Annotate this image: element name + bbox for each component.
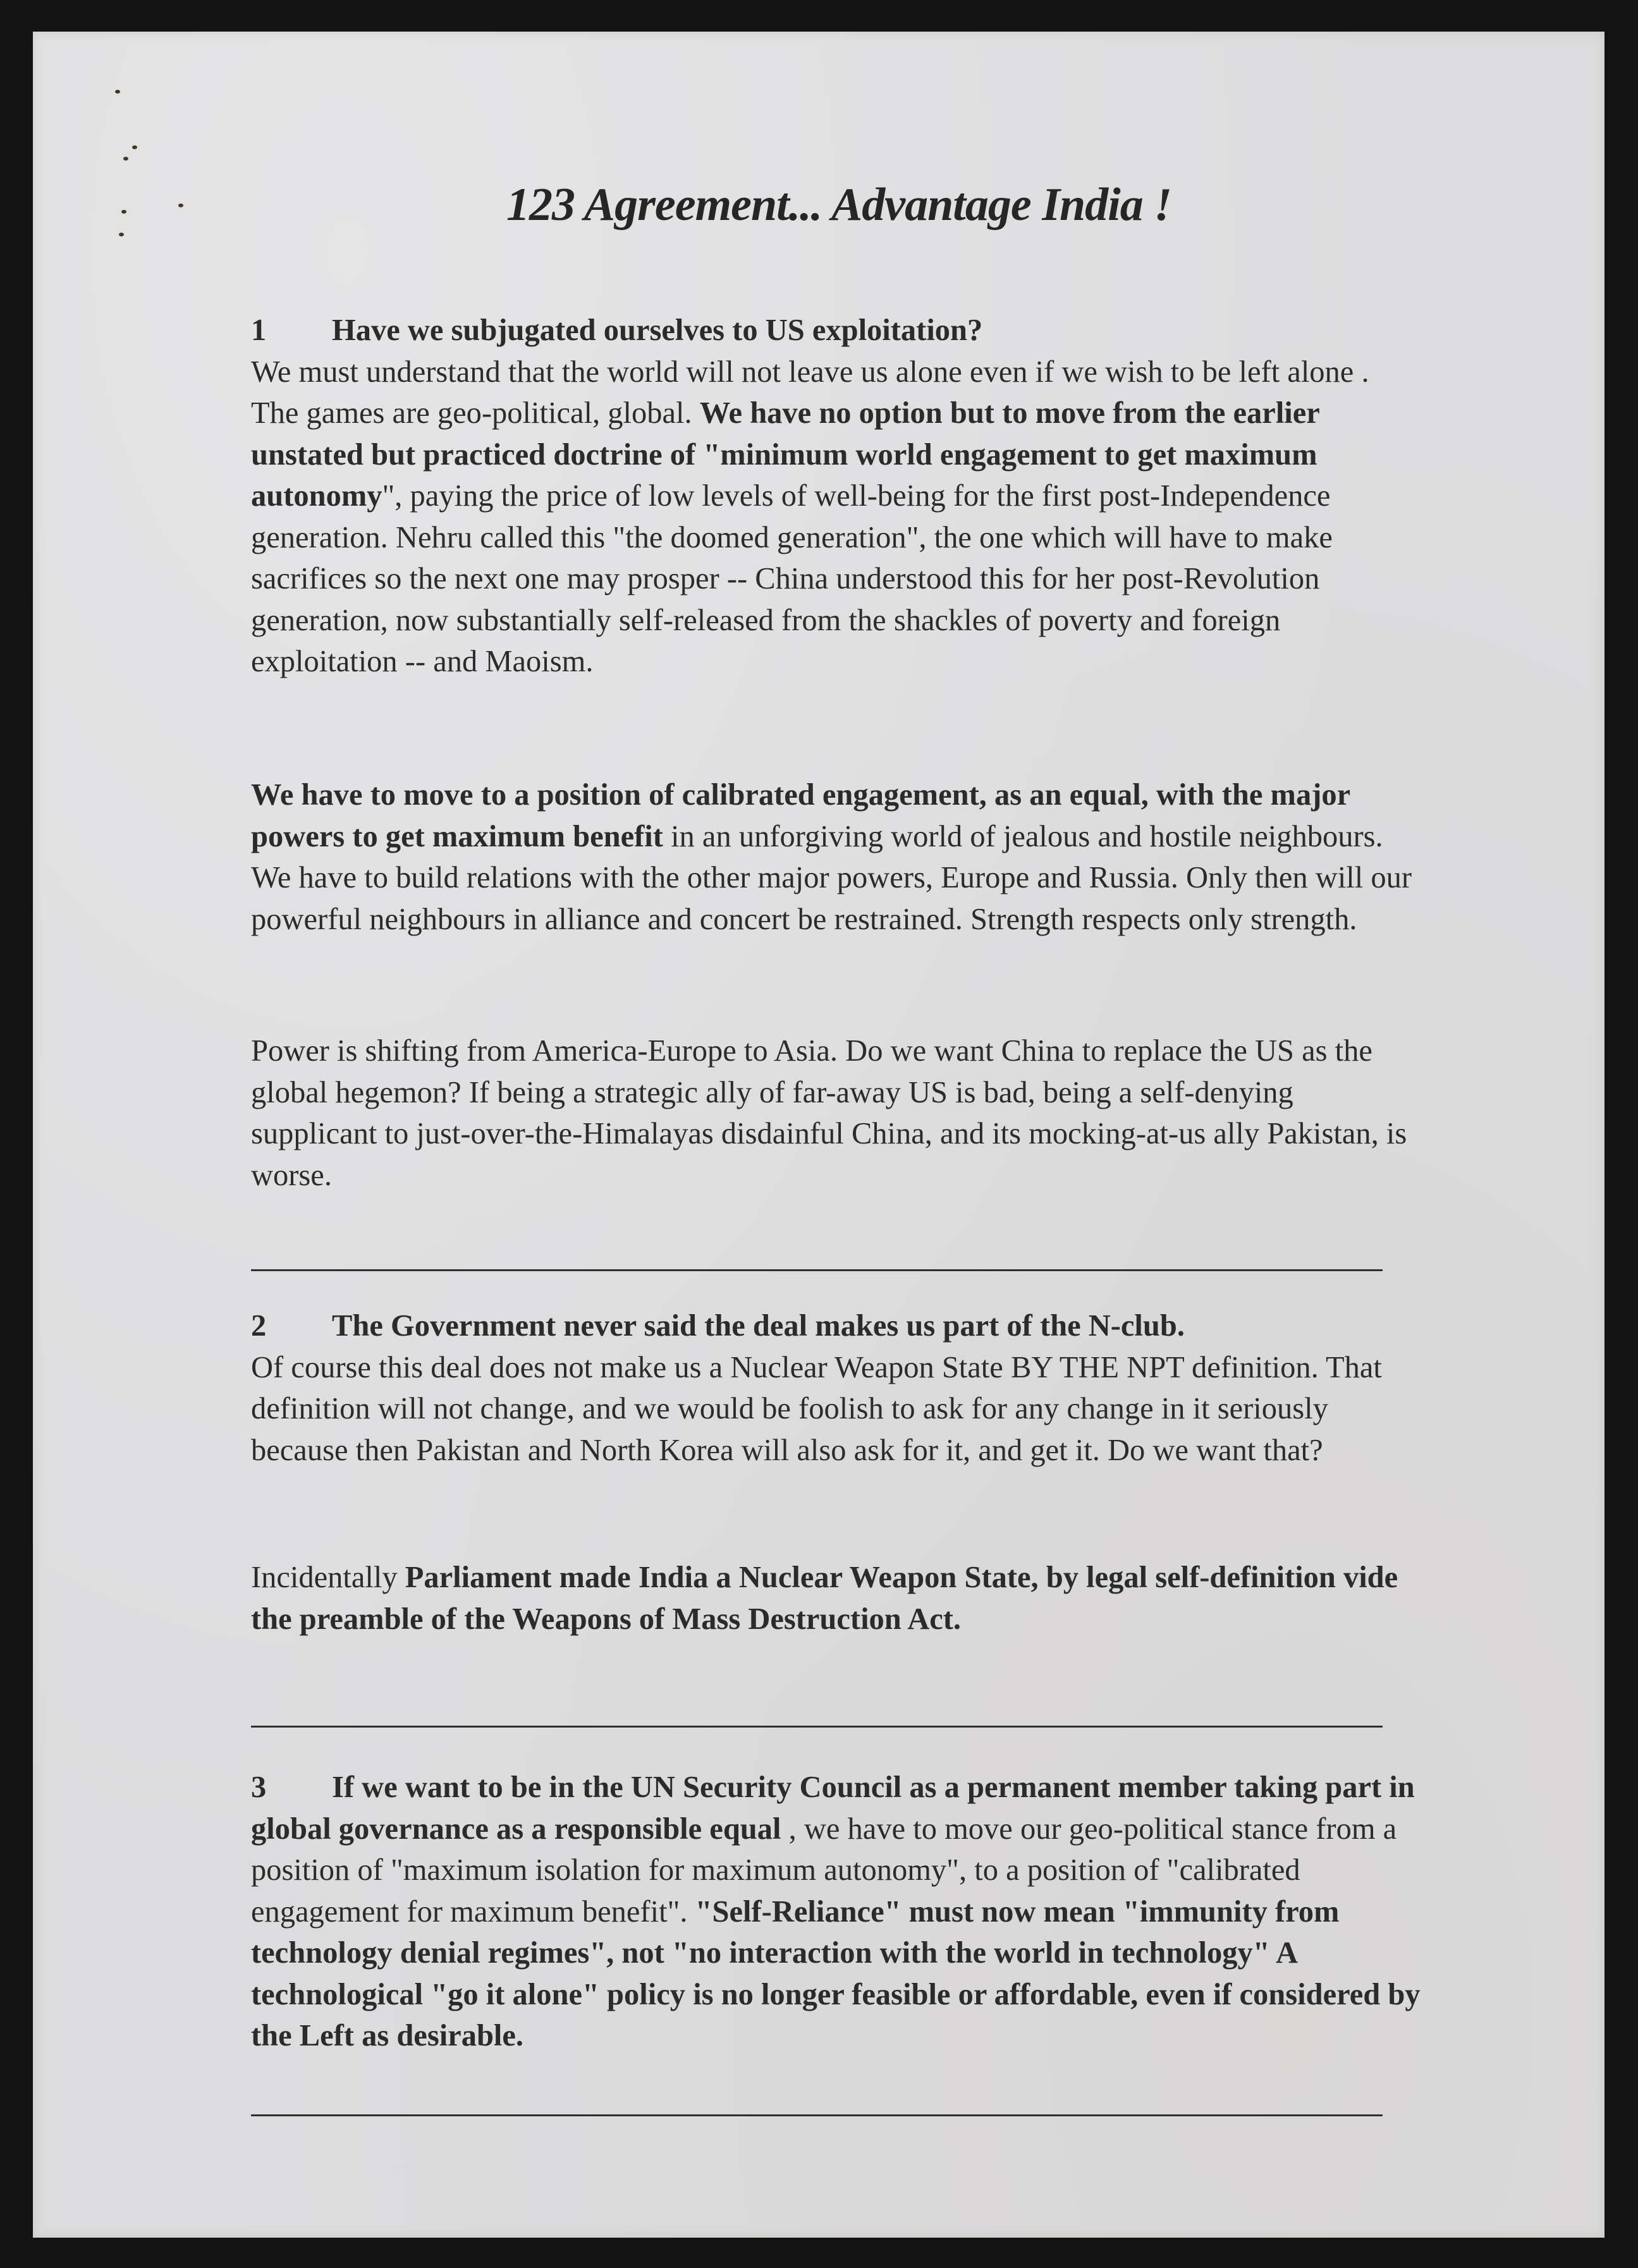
text-run: Of course this deal does not make us a Nuclear Weapon State BY THE NPT definition. That definition will not change, and we would be foolish to ask for any change in it seriously because then Pakistan and North Korea will also ask for it, and get it. Do we want that?	[251, 1350, 1382, 1467]
text-run: Power is shifting from America-Europe to Asia. Do we want China to replace the US as the global hegemon? If being a strategic ally of far-away US is bad, being a self-denying supplicant to just-over-the-Himalayas disdainful China, and its mocking-at-us ally Pakistan, is worse.	[251, 1034, 1407, 1192]
punch-hole-mark	[119, 233, 124, 236]
paragraph	[251, 351, 1421, 683]
section-3	[251, 1767, 1421, 2057]
section-1	[251, 310, 1421, 683]
section-2-paragraph-2	[251, 1557, 1421, 1640]
section-divider	[251, 1269, 1383, 1271]
bold-text-run: We have to move to a position of calibrated engagement, as an equal, with the major powers to get maximum benefit	[251, 778, 1350, 853]
section-1-paragraph-2	[251, 774, 1421, 940]
punch-hole-mark	[115, 90, 120, 94]
paper-sheet	[33, 32, 1604, 2238]
section-number: 1	[251, 314, 267, 347]
bold-text-run: Parliament made India a Nuclear Weapon State, by legal self-definition vide the preamble of the Weapons of Mass Destruction Act.	[251, 1561, 1398, 1636]
section-title: The Government never said the deal makes us part of the N-club.	[332, 1309, 1185, 1343]
section-number: 2	[251, 1309, 267, 1343]
section-heading	[251, 1305, 1421, 1347]
document-title: 123 Agreement... Advantage India !	[506, 179, 1172, 231]
text-run: We must understand that the world will not leave us alone even if we wish to be left alone . The games are geo-political, global.	[251, 355, 1369, 430]
paragraph	[251, 1557, 1421, 1640]
bold-text-run: We have no option but to move from the earlier unstated but practiced doctrine of "minimum world engagement to get maximum autonomy	[251, 396, 1319, 513]
paragraph	[251, 774, 1421, 940]
section-2	[251, 1305, 1421, 1471]
punch-hole-mark	[121, 210, 126, 214]
punch-hole-mark	[123, 157, 128, 161]
section-1-paragraph-3	[251, 1030, 1421, 1196]
paragraph	[251, 1767, 1421, 2057]
text-run: ", paying the price of low levels of well-being for the first post-Independence generation. Nehru called this "the doomed generation", the one which will have to make sacrifices so the next one may prosper -- China understood this for her post-Revolution generation, now substantially self-released from the shackles of poverty and foreign exploitation -- and Maoism.	[251, 479, 1333, 678]
section-number: 3	[251, 1771, 267, 1804]
section-title: Have we subjugated ourselves to US exploitation?	[332, 314, 983, 347]
paragraph	[251, 1347, 1421, 1472]
paragraph	[251, 1030, 1421, 1196]
punch-hole-mark	[132, 145, 137, 149]
section-heading	[251, 310, 1421, 351]
text-run: , we have to move our geo-political stance from a position of "maximum isolation for maximum autonomy", to a position of "calibrated engagement for maximum benefit".	[251, 1812, 1397, 1929]
section-title: If we want to be in the UN Security Council as a permanent member taking part in global governance as a responsible equal	[251, 1771, 1415, 1846]
text-run: in an unforgiving world of jealous and hostile neighbours. We have to build relations with the other major powers, Europe and Russia. Only then will our powerful neighbours in alliance and concert be restrained. Strength respects only strength.	[251, 819, 1412, 936]
bold-text-run: "Self-Reliance" must now mean "immunity from technology denial regimes", not "no interaction with the world in technology" A technological "go it alone" policy is no longer feasible or affordable, even if considered by the Left as desirable.	[251, 1894, 1421, 2052]
section-divider	[251, 1726, 1383, 1728]
text-run: Incidentally	[251, 1561, 405, 1594]
punch-hole-mark	[178, 204, 183, 207]
section-divider	[251, 2114, 1383, 2116]
